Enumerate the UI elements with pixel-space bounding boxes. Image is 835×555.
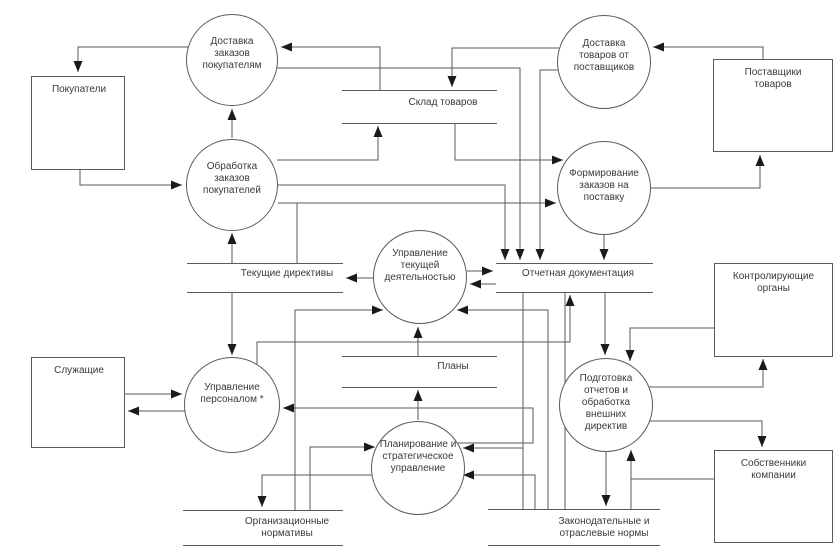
flow-line — [455, 123, 563, 160]
flow-line — [649, 359, 763, 387]
process-manage-current — [373, 230, 467, 324]
flow-arrowhead — [372, 306, 383, 315]
store-org-norms-bottom-line — [183, 545, 343, 546]
flow-arrowhead — [602, 495, 611, 506]
flow-line — [463, 475, 535, 509]
flow-arrowhead — [552, 156, 563, 165]
flow-arrowhead — [283, 404, 294, 413]
store-directives-bottom-line — [187, 292, 343, 293]
flow-line — [262, 475, 372, 507]
entity-buyers-label: Покупатели — [51, 84, 107, 95]
flow-arrowhead — [374, 126, 383, 137]
flow-arrowhead — [463, 444, 474, 453]
store-org-norms-label: Организационные нормативы — [244, 516, 330, 539]
flow-line — [540, 70, 558, 260]
flow-arrowhead — [545, 199, 556, 208]
flow-arrowhead — [74, 61, 83, 72]
process-manage-staff — [184, 357, 280, 453]
process-plan-strategy-label: Планирование и стратегическое управление — [379, 439, 457, 474]
process-form-supply-label: Формирование заказов на поставку — [569, 168, 639, 203]
flow-arrowhead — [128, 407, 139, 416]
flow-arrowhead — [171, 390, 182, 399]
flow-arrowhead — [346, 274, 357, 283]
entity-regulators — [714, 263, 833, 357]
flow-arrowhead — [228, 344, 237, 355]
process-prepare-reports — [559, 358, 653, 452]
entity-regulators-label: Контролирующие органы — [732, 271, 815, 294]
store-law-norms-label: Законодательные и отраслевые нормы — [558, 516, 650, 539]
flow-arrowhead — [470, 280, 481, 289]
flow-arrowhead — [536, 249, 545, 260]
flow-arrowhead — [653, 43, 664, 52]
flow-arrowhead — [228, 233, 237, 244]
flow-arrowhead — [414, 390, 423, 401]
store-plans-label: Планы — [437, 361, 469, 372]
entity-buyers — [31, 76, 125, 170]
store-law-norms-top-line — [488, 509, 660, 510]
flow-arrowhead — [566, 295, 575, 306]
process-manage-staff-label: Управление персоналом * — [200, 382, 264, 405]
flow-arrowhead — [414, 327, 423, 338]
entity-employees-label: Служащие — [54, 365, 104, 376]
entity-owners-label: Собственники компании — [740, 458, 807, 481]
flow-arrowhead — [448, 76, 457, 87]
flow-line — [653, 47, 763, 59]
process-form-supply — [557, 141, 651, 235]
flow-arrowhead — [759, 359, 768, 370]
flow-line — [295, 310, 383, 510]
process-manage-current-label: Управление текущей деятельностью — [384, 248, 456, 283]
flow-arrowhead — [627, 450, 636, 461]
process-prepare-reports-label: Подготовка отчетов и обработка внешних директив — [579, 373, 633, 432]
flow-arrowhead — [457, 306, 468, 315]
entity-suppliers — [713, 59, 833, 152]
store-directives-top-line — [187, 263, 343, 264]
flow-line — [650, 421, 762, 447]
flow-arrowhead — [258, 496, 267, 507]
flow-arrowhead — [516, 249, 525, 260]
process-plan-strategy — [371, 421, 465, 515]
store-reporting-label: Отчетная документация — [521, 268, 635, 279]
flow-arrowhead — [171, 181, 182, 190]
store-law-norms-bottom-line — [488, 545, 660, 546]
flow-arrowhead — [501, 249, 510, 260]
flow-arrowhead — [758, 436, 767, 447]
store-reporting-top-line — [496, 263, 653, 264]
flow-line — [457, 310, 548, 509]
flow-line — [310, 447, 375, 510]
entity-owners — [714, 450, 833, 543]
process-process-orders — [186, 139, 278, 231]
flow-arrowhead — [281, 43, 292, 52]
store-reporting-bottom-line — [496, 292, 653, 293]
store-warehouse-top-line — [342, 90, 497, 91]
process-deliver-orders-label: Доставка заказов покупателям — [202, 36, 262, 71]
flow-line — [78, 47, 188, 72]
flow-arrowhead — [600, 249, 609, 260]
store-plans-bottom-line — [342, 387, 497, 388]
flow-line — [277, 126, 378, 160]
store-org-norms-top-line — [183, 510, 343, 511]
store-plans-top-line — [342, 356, 497, 357]
entity-employees — [31, 357, 125, 448]
process-receive-goods-label: Доставка товаров от поставщиков — [573, 38, 635, 73]
store-warehouse-bottom-line — [342, 123, 497, 124]
flow-line — [651, 155, 760, 188]
store-directives-label: Текущие директивы — [240, 268, 334, 279]
process-receive-goods — [557, 15, 651, 109]
flow-line — [80, 170, 182, 185]
process-deliver-orders — [186, 14, 278, 106]
entity-suppliers-label: Поставщики товаров — [744, 67, 802, 90]
flow-line — [630, 328, 714, 361]
flow-arrowhead — [601, 344, 610, 355]
flow-arrowhead — [756, 155, 765, 166]
flow-arrowhead — [482, 267, 493, 276]
flow-arrowhead — [626, 350, 635, 361]
process-process-orders-label: Обработка заказов покупателей — [203, 161, 261, 196]
store-warehouse-label: Склад товаров — [408, 97, 478, 108]
flow-arrowhead — [228, 109, 237, 120]
